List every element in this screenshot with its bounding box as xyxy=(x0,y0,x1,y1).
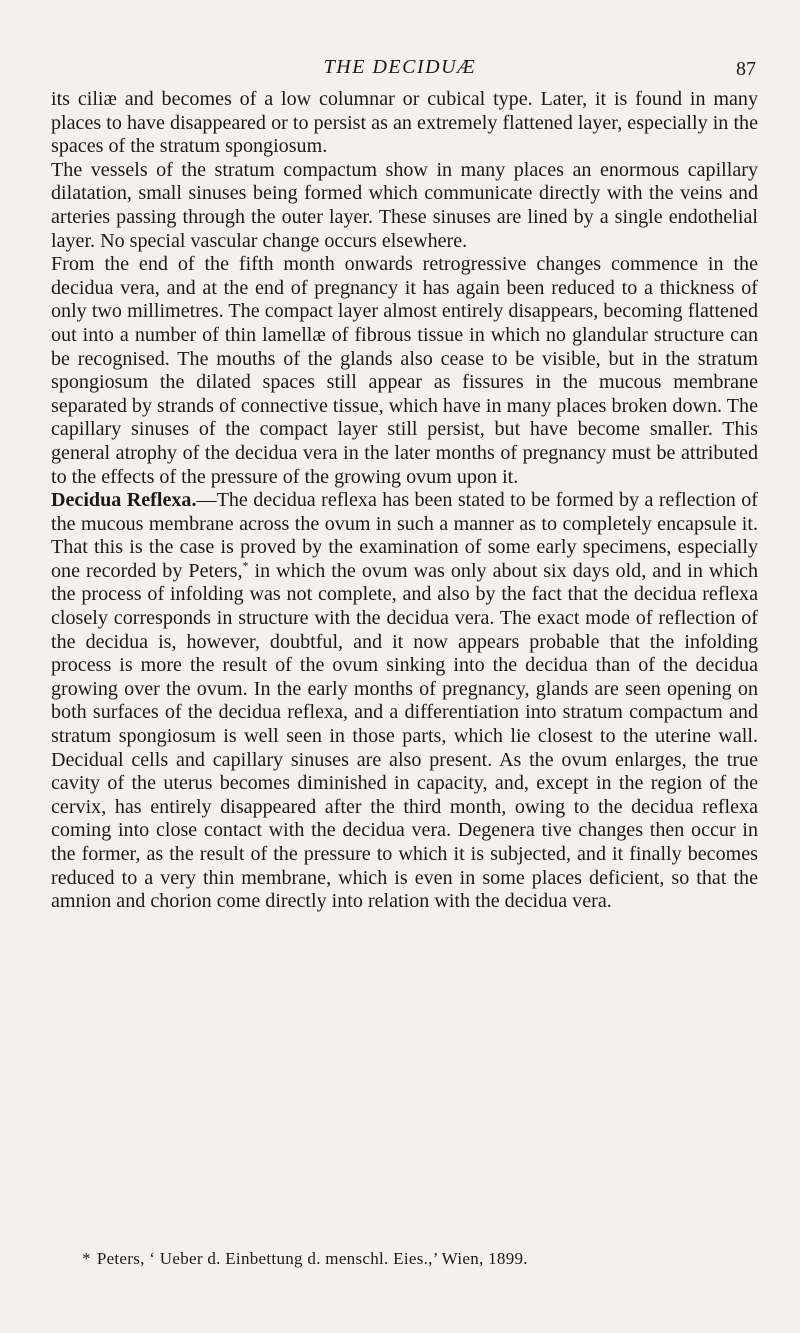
paragraph-decidua-reflexa xyxy=(51,489,758,914)
footnote xyxy=(82,1248,762,1270)
running-header xyxy=(0,56,800,86)
footnote-mark: * xyxy=(82,1249,91,1268)
page-number: 87 xyxy=(736,58,756,80)
paragraph-text: —The decidua reflexa has been stated to be formed by a reflection of the mucous membrane across the ovum in such a manner as to completely encapsule it. That this is the case is proved by the examination of some early specimens, especially one recorded by Peters, xyxy=(51,489,758,582)
paragraph: From the end of the fifth month onwards retrogressive changes commence in the decidua vera, and at the end of pregnancy it has again been reduced to a thickness of only two millimetres. The compact layer almost entirely disappears, becoming flattened out into a number of thin lamellæ of fibrous tissue in which no glandular structure can be recognised. The mouths of the glands also cease to be visible, but in the stratum spongiosum the dilated spaces still appear as fissures in the mucous membrane separated by strands of connective tissue, which have in many places broken down. The capillary sinuses of the compact layer still persist, but have become smaller. This general atrophy of the decidua vera in the later months of pregnancy must be attributed to the effects of the pressure of the growing ovum upon it. xyxy=(51,253,758,488)
paragraph: its ciliæ and becomes of a low columnar or cubical type. Later, it is found in many places to have disappeared or to persist as an extremely flattened layer, especially in the spaces of the stratum spongiosum. xyxy=(51,88,758,158)
running-title: THE DECIDUÆ xyxy=(323,56,477,78)
paragraph-text: in which the ovum was only about six days old, and in which the process of infolding was not complete, and also by the fact that the decidua reflexa closely corresponds in structure with the decidua vera. The exact mode of reflection of the decidua is, however, doubtful, and it now appears probable that the infolding process is more the result of the ovum sinking into the decidua than of the decidua growing over the ovum. In the early months of pregnancy, glands are seen opening on both surfaces of the decidua reflexa, and a differentiation into stratum compactum and stratum spongiosum is well seen in those parts, which lie closest to the uterine wall. Decidual cells and capillary sinuses are also present. As the ovum enlarges, the true cavity of the uterus becomes diminished in capacity, and, except in the region of the cervix, has entirely disappeared after the third month, owing to the decidua reflexa coming into close contact with the decidua vera. Degenera tive changes then occur in the former, as the result of the pressure to which it is subjected, and it finally becomes reduced to a very thin membrane, which is even in some places deficient, so that the amnion and chorion come directly into relation with the decidua vera. xyxy=(51,559,758,913)
footnote-text: Peters, ‘ Ueber d. Einbettung d. menschl. Eies.,’ Wien, 1899. xyxy=(96,1249,528,1268)
paragraph: The vessels of the stratum compactum show in many places an enormous capillary dilatation, small sinuses being formed which communicate directly with the veins and arteries passing through the outer layer. These sinuses are lined by a single endothelial layer. No special vascular change occurs elsewhere. xyxy=(51,158,758,252)
footnote-reference: * xyxy=(242,558,249,573)
body-text xyxy=(51,88,758,914)
section-heading: Decidua Reflexa. xyxy=(51,489,197,512)
